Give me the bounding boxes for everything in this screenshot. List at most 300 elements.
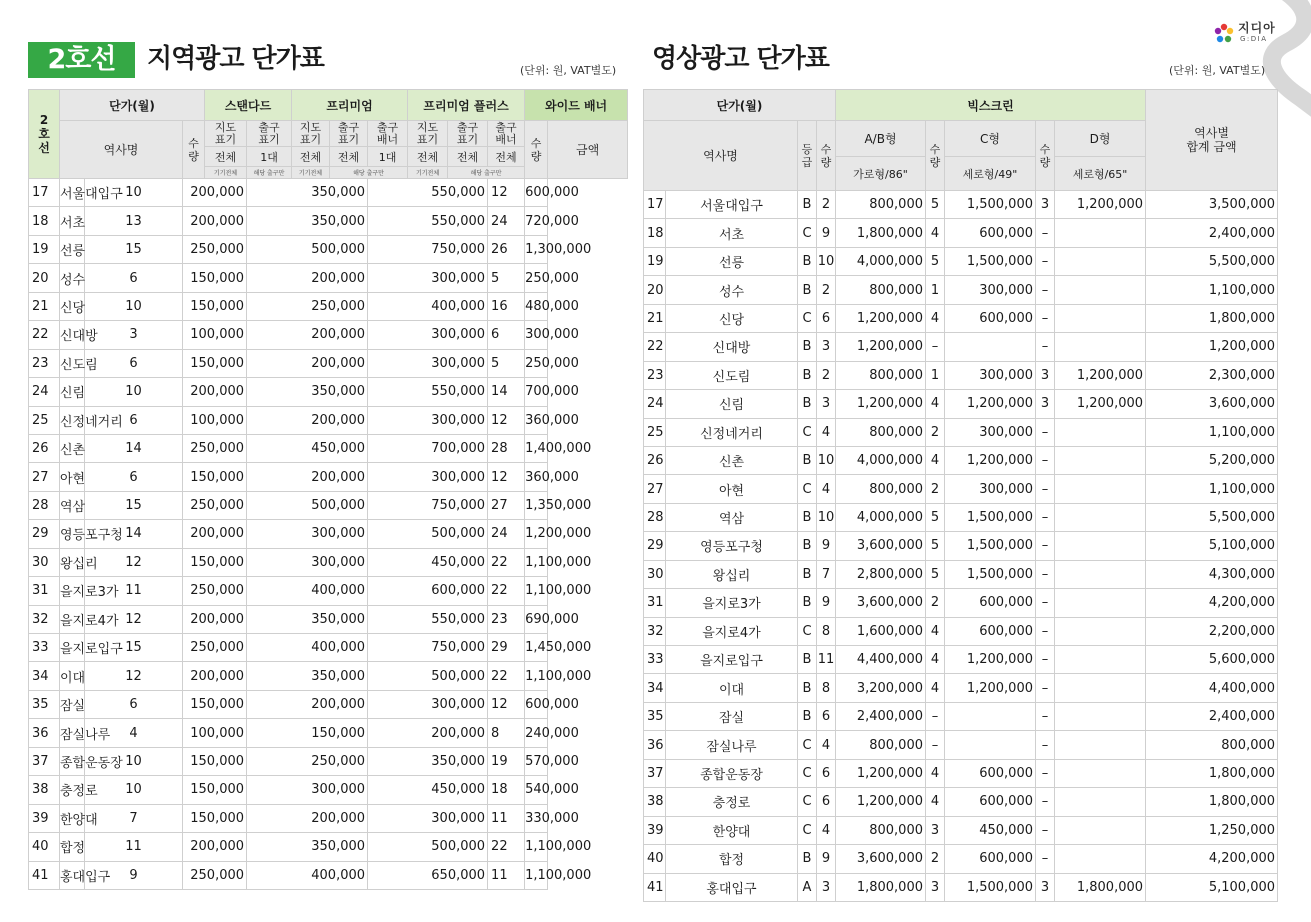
video-ad-title: 영상광고 단가표: [652, 44, 829, 74]
standard-price: 150,000: [183, 548, 247, 576]
ab-qty: 6: [817, 304, 836, 332]
station-qty: 10: [85, 292, 183, 320]
ab-qty: 10: [817, 503, 836, 531]
station-number: 24: [29, 378, 60, 406]
logo-name: 지디아: [1238, 21, 1276, 35]
station-name: 성수: [666, 276, 798, 304]
premium-price: 200,000: [247, 264, 368, 292]
premium-plus-price: 500,000: [368, 520, 488, 548]
station-total: 4,200,000: [1146, 845, 1278, 873]
d-qty: –: [1036, 731, 1055, 759]
premium-price: 250,000: [247, 747, 368, 775]
station-name: 이대: [666, 674, 798, 702]
logo-subtitle: G:DIA: [1240, 35, 1268, 43]
table-row: [29, 861, 628, 889]
ab-qty: 2: [817, 191, 836, 219]
table-row: [29, 434, 628, 462]
c-qty: 4: [926, 646, 945, 674]
station-grade: C: [798, 617, 817, 645]
std-all-label: 전체: [205, 147, 247, 167]
c-price: 600,000: [945, 589, 1036, 617]
d-qty: –: [1036, 674, 1055, 702]
d-price: [1055, 589, 1146, 617]
standard-price: 200,000: [183, 520, 247, 548]
standard-price: 250,000: [183, 434, 247, 462]
ab-qty: 6: [817, 788, 836, 816]
d-price: [1055, 333, 1146, 361]
d-price: [1055, 276, 1146, 304]
station-total: 5,600,000: [1146, 646, 1278, 674]
premium-plus-price: 550,000: [368, 179, 488, 207]
c-price: 300,000: [945, 475, 1036, 503]
wide-banner-amount: 250,000: [525, 264, 548, 292]
wide-banner-header: 와이드 배너: [525, 90, 628, 121]
d-qty: 3: [1036, 361, 1055, 389]
premium-price: 300,000: [247, 520, 368, 548]
c-price: [945, 333, 1036, 361]
ab-price: 800,000: [836, 191, 926, 219]
c-price: 300,000: [945, 276, 1036, 304]
station-qty: 12: [85, 605, 183, 633]
wide-banner-amount: 1,100,000: [525, 833, 548, 861]
station-qty: 12: [85, 662, 183, 690]
station-name: 한양대: [666, 816, 798, 844]
station-name: 합정: [60, 833, 85, 861]
ab-qty: 4: [817, 816, 836, 844]
std-map-sign-header: 지도 표기: [205, 121, 247, 147]
premium-plus-price: 450,000: [368, 776, 488, 804]
station-grade: B: [798, 560, 817, 588]
d-price: [1055, 816, 1146, 844]
station-number: 37: [644, 759, 666, 787]
d-price: [1055, 617, 1146, 645]
pp-all-label: 전체: [408, 147, 448, 167]
premium-price: 500,000: [247, 491, 368, 519]
d-qty: –: [1036, 276, 1055, 304]
station-name: 신도림: [666, 361, 798, 389]
table-row: [644, 674, 1278, 702]
station-grade: B: [798, 674, 817, 702]
table-row: [644, 845, 1278, 873]
wide-banner-amount: 330,000: [525, 804, 548, 832]
wide-banner-qty: 8: [488, 719, 525, 747]
ab-price: 800,000: [836, 475, 926, 503]
ab-qty: 10: [817, 446, 836, 474]
table-row: [29, 690, 628, 718]
standard-price: 250,000: [183, 634, 247, 662]
station-total: 1,250,000: [1146, 816, 1278, 844]
premium-plus-price: 750,000: [368, 491, 488, 519]
station-grade: C: [798, 304, 817, 332]
standard-price: 150,000: [183, 804, 247, 832]
c-qty: –: [926, 702, 945, 730]
standard-price: 150,000: [183, 776, 247, 804]
table-row: [644, 475, 1278, 503]
d-price: [1055, 418, 1146, 446]
table-row: [644, 219, 1278, 247]
c-qty: 5: [926, 191, 945, 219]
premium-price: 400,000: [247, 861, 368, 889]
station-grade: C: [798, 759, 817, 787]
wide-banner-amount: 300,000: [525, 321, 548, 349]
ab-price: 3,600,000: [836, 845, 926, 873]
station-number: 25: [644, 418, 666, 446]
pp-exit-banner-header: 출구 배너: [488, 121, 525, 147]
premium-plus-price: 500,000: [368, 662, 488, 690]
station-number: 19: [644, 247, 666, 275]
d-qty: –: [1036, 702, 1055, 730]
c-qty: 4: [926, 219, 945, 247]
ab-price: 1,200,000: [836, 304, 926, 332]
station-name: 신림: [666, 390, 798, 418]
local-ad-price-table: [28, 89, 628, 890]
ab-qty: 2: [817, 361, 836, 389]
station-name: 서초: [666, 219, 798, 247]
station-number: 22: [29, 321, 60, 349]
station-number: 17: [29, 179, 60, 207]
premium-price: 350,000: [247, 833, 368, 861]
ab-price: 1,800,000: [836, 219, 926, 247]
standard-price: 150,000: [183, 690, 247, 718]
station-name: 을지로입구: [666, 646, 798, 674]
station-number: 29: [29, 520, 60, 548]
station-name: 을지로4가: [666, 617, 798, 645]
premium-plus-price: 300,000: [368, 804, 488, 832]
d-price: [1055, 503, 1146, 531]
c-qty: 4: [926, 304, 945, 332]
pp-exit-sign-header: 출구 표기: [448, 121, 488, 147]
ab-qty: 8: [817, 617, 836, 645]
d-spec-header: 세로형/65": [1055, 157, 1146, 191]
premium-plus-price: 750,000: [368, 235, 488, 263]
table-row: [29, 520, 628, 548]
wide-banner-qty: 26: [488, 235, 525, 263]
wide-banner-amount: 1,350,000: [525, 491, 548, 519]
ab-price: 4,000,000: [836, 446, 926, 474]
station-number: 39: [29, 804, 60, 832]
c-price: 1,200,000: [945, 390, 1036, 418]
c-qty: 2: [926, 589, 945, 617]
station-qty: 6: [85, 264, 183, 292]
premium-plus-price: 300,000: [368, 690, 488, 718]
prm-all-label: 전체: [292, 147, 330, 167]
premium-plus-price: 200,000: [368, 719, 488, 747]
station-name: 영등포구청: [60, 520, 85, 548]
wide-banner-amount: 1,300,000: [525, 235, 548, 263]
wide-banner-qty: 18: [488, 776, 525, 804]
wide-banner-qty: 16: [488, 292, 525, 320]
ab-price: 800,000: [836, 361, 926, 389]
table-row: [29, 491, 628, 519]
table-row: [29, 292, 628, 320]
std-device-all-note: 기기전체: [205, 167, 247, 179]
ab-qty: 9: [817, 532, 836, 560]
station-number: 35: [29, 690, 60, 718]
wide-banner-qty: 12: [488, 179, 525, 207]
ab-qty: 4: [817, 731, 836, 759]
std-exit-only-note: 해당 출구만: [247, 167, 292, 179]
price-month-header: 단가(월): [60, 90, 205, 121]
table-row: [644, 304, 1278, 332]
wide-banner-amount: 540,000: [525, 776, 548, 804]
station-qty: 15: [85, 491, 183, 519]
premium-price: 500,000: [247, 235, 368, 263]
c-price: 1,500,000: [945, 503, 1036, 531]
station-name: 왕십리: [666, 560, 798, 588]
d-qty: –: [1036, 617, 1055, 645]
c-price: 1,500,000: [945, 560, 1036, 588]
ab-spec-header: 가로형/86": [836, 157, 926, 191]
c-price: 600,000: [945, 845, 1036, 873]
d-qty: –: [1036, 560, 1055, 588]
d-price: [1055, 304, 1146, 332]
wide-banner-qty: 23: [488, 605, 525, 633]
ab-price: 4,000,000: [836, 247, 926, 275]
table-row: [644, 560, 1278, 588]
d-qty: –: [1036, 219, 1055, 247]
station-number: 28: [644, 503, 666, 531]
d-qty: –: [1036, 845, 1055, 873]
premium-price: 450,000: [247, 434, 368, 462]
c-qty: 4: [926, 617, 945, 645]
premium-price: 350,000: [247, 378, 368, 406]
table-row: [29, 548, 628, 576]
table-row: [644, 589, 1278, 617]
c-price: 1,500,000: [945, 532, 1036, 560]
wide-banner-amount: 600,000: [525, 179, 548, 207]
station-total: 1,200,000: [1146, 333, 1278, 361]
d-price: [1055, 759, 1146, 787]
table-row: [644, 390, 1278, 418]
wide-qty-header: 수 량: [525, 121, 548, 179]
wide-banner-amount: 1,450,000: [525, 634, 548, 662]
station-name: 선릉: [60, 235, 85, 263]
c-spec-header: 세로형/49": [945, 157, 1036, 191]
table-row: [29, 776, 628, 804]
premium-price: 300,000: [247, 548, 368, 576]
ab-price: 4,000,000: [836, 503, 926, 531]
station-total: 1,100,000: [1146, 418, 1278, 446]
table-row: [29, 662, 628, 690]
station-name: 종합운동장: [60, 747, 85, 775]
station-name: 종합운동장: [666, 759, 798, 787]
premium-plus-price: 300,000: [368, 406, 488, 434]
table-row: [644, 446, 1278, 474]
station-total: 2,300,000: [1146, 361, 1278, 389]
c-qty: 5: [926, 560, 945, 588]
standard-price: 150,000: [183, 264, 247, 292]
c-qty: 1: [926, 361, 945, 389]
station-qty: 14: [85, 434, 183, 462]
wide-banner-amount: 480,000: [525, 292, 548, 320]
station-total: 3,600,000: [1146, 390, 1278, 418]
c-price: 1,500,000: [945, 873, 1036, 901]
premium-plus-price: 300,000: [368, 349, 488, 377]
station-qty: 11: [85, 833, 183, 861]
wide-banner-qty: 22: [488, 577, 525, 605]
ab-price: 1,200,000: [836, 390, 926, 418]
standard-price: 100,000: [183, 321, 247, 349]
standard-price: 100,000: [183, 406, 247, 434]
wide-banner-qty: 22: [488, 833, 525, 861]
c-price: 600,000: [945, 219, 1036, 247]
station-grade: B: [798, 247, 817, 275]
station-grade: B: [798, 333, 817, 361]
d-price: [1055, 674, 1146, 702]
ab-qty: 11: [817, 646, 836, 674]
station-total: 4,200,000: [1146, 589, 1278, 617]
station-name: 신대방: [60, 321, 85, 349]
d-price: 1,800,000: [1055, 873, 1146, 901]
station-grade: B: [798, 191, 817, 219]
station-name: 신림: [60, 378, 85, 406]
d-qty: –: [1036, 304, 1055, 332]
station-qty: 15: [85, 235, 183, 263]
c-qty: 5: [926, 247, 945, 275]
premium-plus-price: 700,000: [368, 434, 488, 462]
station-number: 34: [29, 662, 60, 690]
standard-price: 150,000: [183, 292, 247, 320]
table-row: [644, 503, 1278, 531]
d-price: [1055, 646, 1146, 674]
station-total: 5,200,000: [1146, 446, 1278, 474]
ab-qty: 3: [817, 333, 836, 361]
wide-banner-amount: 1,100,000: [525, 861, 548, 889]
station-number: 31: [644, 589, 666, 617]
premium-plus-price: 350,000: [368, 747, 488, 775]
station-name: 을지로3가: [666, 589, 798, 617]
d-qty: –: [1036, 475, 1055, 503]
table-row: [644, 276, 1278, 304]
premium-price: 250,000: [247, 292, 368, 320]
station-name: 영등포구청: [666, 532, 798, 560]
station-name: 잠실나루: [60, 719, 85, 747]
table-row: [644, 418, 1278, 446]
station-number: 21: [644, 304, 666, 332]
table-row: [29, 577, 628, 605]
d-price: [1055, 475, 1146, 503]
d-price: [1055, 247, 1146, 275]
pp-all-label-2: 전체: [448, 147, 488, 167]
station-number: 18: [29, 207, 60, 235]
station-number: 26: [644, 446, 666, 474]
station-name: 선릉: [666, 247, 798, 275]
station-number: 28: [29, 491, 60, 519]
station-qty: 6: [85, 463, 183, 491]
station-number: 24: [644, 390, 666, 418]
d-qty: –: [1036, 816, 1055, 844]
ab-qty-header: 수 량: [817, 121, 836, 191]
table-row: [644, 361, 1278, 389]
station-number: 20: [29, 264, 60, 292]
c-price: 300,000: [945, 361, 1036, 389]
station-number: 27: [644, 475, 666, 503]
station-name: 충정로: [60, 776, 85, 804]
station-grade: B: [798, 845, 817, 873]
station-total: 2,200,000: [1146, 617, 1278, 645]
station-qty: 3: [85, 321, 183, 349]
premium-price: 350,000: [247, 207, 368, 235]
d-price: [1055, 219, 1146, 247]
c-price: 1,500,000: [945, 247, 1036, 275]
station-number: 31: [29, 577, 60, 605]
wide-banner-qty: 24: [488, 520, 525, 548]
ab-qty: 4: [817, 475, 836, 503]
wide-banner-amount: 720,000: [525, 207, 548, 235]
wide-banner-amount: 1,200,000: [525, 520, 548, 548]
c-qty: –: [926, 333, 945, 361]
station-total: 4,400,000: [1146, 674, 1278, 702]
wide-banner-qty: 27: [488, 491, 525, 519]
table-row: [644, 873, 1278, 901]
ab-price: 800,000: [836, 731, 926, 759]
c-price: 1,200,000: [945, 446, 1036, 474]
ab-price: 3,600,000: [836, 532, 926, 560]
standard-price: 150,000: [183, 349, 247, 377]
station-name: 신당: [60, 292, 85, 320]
premium-plus-price: 500,000: [368, 833, 488, 861]
c-price: 1,200,000: [945, 674, 1036, 702]
table-row: [644, 702, 1278, 730]
table-row: [29, 463, 628, 491]
station-total: 1,100,000: [1146, 276, 1278, 304]
d-price: [1055, 731, 1146, 759]
c-qty: 4: [926, 446, 945, 474]
c-price: 450,000: [945, 816, 1036, 844]
station-name: 홍대입구: [60, 861, 85, 889]
amount-header: 금액: [548, 121, 628, 179]
wide-banner-amount: 1,100,000: [525, 662, 548, 690]
station-number: 32: [29, 605, 60, 633]
premium-header: 프리미엄: [292, 90, 408, 121]
table-row: [29, 804, 628, 832]
ab-price: 4,400,000: [836, 646, 926, 674]
standard-price: 250,000: [183, 861, 247, 889]
ab-price: 1,200,000: [836, 788, 926, 816]
station-qty: 6: [85, 349, 183, 377]
video-ad-unit-note: (단위: 원, VAT별도): [1169, 64, 1266, 77]
station-number: 21: [29, 292, 60, 320]
c-price: [945, 731, 1036, 759]
station-name: 을지로3가: [60, 577, 85, 605]
wide-banner-qty: 6: [488, 321, 525, 349]
standard-price: 250,000: [183, 577, 247, 605]
station-number: 33: [644, 646, 666, 674]
station-total: 5,500,000: [1146, 503, 1278, 531]
wide-banner-amount: 240,000: [525, 719, 548, 747]
ab-type-header: A/B형: [836, 121, 926, 157]
ab-price: 800,000: [836, 276, 926, 304]
station-total: 1,800,000: [1146, 759, 1278, 787]
std-exit-sign-header: 출구 표기: [247, 121, 292, 147]
standard-price: 150,000: [183, 747, 247, 775]
station-qty: 6: [85, 406, 183, 434]
table-row: [29, 207, 628, 235]
table-row: [29, 605, 628, 633]
wide-banner-amount: 360,000: [525, 406, 548, 434]
station-name: 홍대입구: [666, 873, 798, 901]
station-qty: 10: [85, 378, 183, 406]
c-type-header: C형: [945, 121, 1036, 157]
prm-device-all-note: 기기전체: [292, 167, 330, 179]
premium-plus-price: 550,000: [368, 207, 488, 235]
ab-qty: 9: [817, 845, 836, 873]
wide-banner-qty: 12: [488, 463, 525, 491]
station-name: 신정네거리: [60, 406, 85, 434]
station-number: 40: [644, 845, 666, 873]
station-name: 합정: [666, 845, 798, 873]
station-name: 신촌: [666, 446, 798, 474]
